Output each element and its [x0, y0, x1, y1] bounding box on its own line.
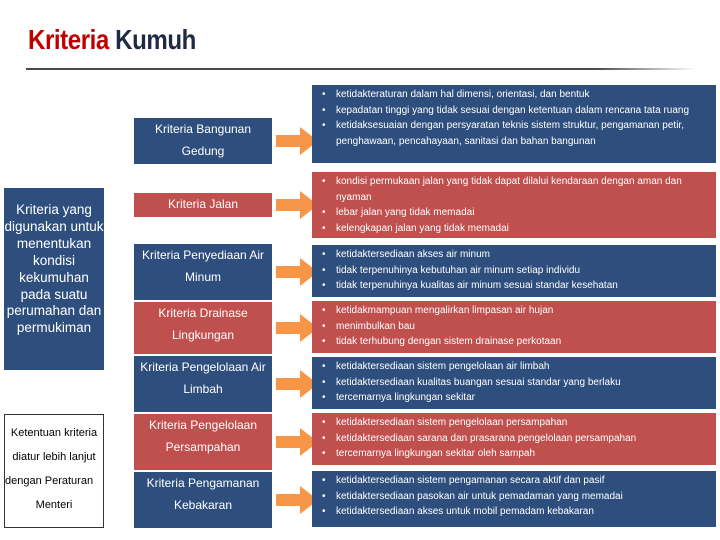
criteria-label: Kebakaran [173, 498, 233, 512]
criteria-label: Lingkungan [171, 328, 235, 342]
bullet-item: • kepadatan tinggi yang tidak sesuai dengan ketentuan dalam rencana tata ruang [320, 103, 710, 119]
criteria-label: Gedung [181, 144, 225, 158]
bullet-item: • ketidaktersediaan sistem pengelolaan persampahan [320, 415, 710, 431]
criteria-description-2 [312, 172, 716, 238]
criteria-label: Persampahan [165, 440, 241, 454]
criteria-box-6 [134, 414, 272, 470]
criteria-label: Kriteria Pengamanan [146, 476, 260, 490]
bullet-item: • ketidaktersediaan pasokan air untuk pemadaman yang memadai [320, 489, 710, 505]
criteria-description-1 [312, 85, 716, 163]
bullet-item: • ketidaktersediaan sistem pengelolaan air limbah [320, 359, 710, 375]
bullet-item: • lebar jalan yang tidak memadai [320, 205, 710, 221]
criteria-description-5 [312, 357, 716, 409]
bullet-item: • ketidakteraturan dalam hal dimensi, orientasi, dan bentuk [320, 87, 710, 103]
bullet-item: • kelengkapan jalan yang tidak memadai [320, 221, 710, 237]
criteria-label: Kriteria Pengelolaan Air [140, 360, 266, 374]
criteria-description-3 [312, 245, 716, 297]
criteria-label: Limbah [183, 382, 223, 396]
criteria-box-1 [134, 118, 272, 164]
criteria-box-7 [134, 472, 272, 528]
bullet-item: • menimbulkan bau [320, 319, 710, 335]
criteria-description-6 [312, 413, 716, 465]
regulation-note-box [4, 414, 104, 528]
criteria-label: Kriteria Jalan [167, 197, 239, 211]
bullet-item: • ketidaktersediaan sarana dan prasarana pengelolaan persampahan [320, 431, 710, 447]
note-line-4: Menteri [35, 499, 73, 511]
note-line-1: Ketentuan kriteria [10, 427, 98, 439]
criteria-box-5 [134, 356, 272, 412]
criteria-label: Minum [184, 270, 221, 284]
criteria-label: Kriteria Pengelolaan [148, 418, 258, 432]
bullet-item: • ketidaktersediaan kualitas buangan sesuai standar yang berlaku [320, 375, 710, 391]
bullet-item: • tidak terhubung dengan sistem drainase perkotaan [320, 334, 710, 350]
criteria-purpose-box: Kriteria yang digunakan untuk menentukan kondisi kekumuhan pada suatu perumahan dan permukiman [4, 188, 104, 370]
title-divider [26, 68, 696, 70]
bullet-item: • ketidaksesuaian dengan persyaratan teknis sistem struktur, pengamanan petir, penghawaan, pencahayaan, sanitasi dan bahan bangunan [320, 118, 710, 149]
note-line-2: diatur lebih lanjut [12, 451, 96, 463]
note-line-3: dengan Peraturan [5, 475, 94, 487]
title-part-1: Kriteria [28, 24, 109, 55]
criteria-box-3 [134, 244, 272, 300]
criteria-description-4 [312, 301, 716, 353]
bullet-item: • ketidaktersediaan akses air minum [320, 247, 710, 263]
bullet-item: • kondisi permukaan jalan yang tidak dapat dilalui kendaraan dengan aman dan nyaman [320, 174, 710, 205]
criteria-label: Kriteria Bangunan [154, 122, 252, 136]
bullet-item: • tidak terpenuhinya kebutuhan air minum setiap individu [320, 263, 710, 279]
title-part-2: Kumuh [115, 24, 196, 55]
page-title [28, 24, 196, 56]
bullet-item: • tidak terpenuhinya kualitas air minum sesuai standar kesehatan [320, 278, 710, 294]
bullet-item: • tercemarnya lingkungan sekitar [320, 390, 710, 406]
bullet-item: • tercemarnya lingkungan sekitar oleh sampah [320, 446, 710, 462]
criteria-label: Kriteria Drainase [158, 306, 248, 320]
criteria-description-7 [312, 471, 716, 527]
bullet-item: • ketidakmampuan mengalirkan limpasan air hujan [320, 303, 710, 319]
bullet-item: • ketidaktersediaan akses untuk mobil pemadam kebakaran [320, 504, 710, 520]
bullet-item: • ketidaktersediaan sistem pengamanan secara aktif dan pasif [320, 473, 710, 489]
criteria-box-2 [134, 193, 272, 217]
criteria-label: Kriteria Penyediaan Air [141, 248, 265, 262]
criteria-box-4 [134, 302, 272, 354]
